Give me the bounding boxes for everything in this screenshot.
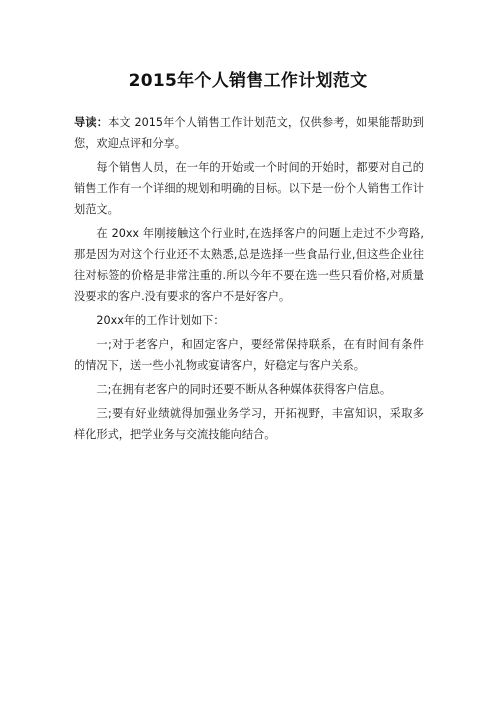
body-paragraph: 每个销售人员，在一年的开始或一个时间的开始时，都要对自己的销售工作有一个详细的规划和明确的目标。以下是一份个人销售工作计划范文。 [74, 161, 424, 216]
document-title: 2015年个人销售工作计划范文 [128, 71, 368, 91]
lead-text: 本文 2015年个人销售工作计划范文，仅供参考，如果能帮助到您，欢迎点评和分享。 [74, 116, 424, 150]
lead-label: 导读： [74, 116, 109, 129]
lead-paragraph [74, 112, 424, 154]
body-paragraph: 一;对于老客户，和固定客户，要经常保持联系，在有时间有条件的情况下，送一些小礼物或宴请客户，好稳定与客户关系。 [74, 338, 424, 372]
body-paragraph: 三;要有好业绩就得加强业务学习，开拓视野，丰富知识，采取多样化形式，把学业务与交流技能向结合。 [74, 407, 424, 441]
body-paragraph: 20xx年的工作计划如下： [96, 314, 225, 327]
body-paragraph: 二;在拥有老客户的同时还要不断从各种媒体获得客户信息。 [96, 383, 392, 396]
body-paragraph: 在 20xx 年刚接触这个行业时,在选择客户的问题上走过不少弯路,那是因为对这个行业还不太熟悉,总是选择一些食品行业,但这些企业往往对标签的价格是非常注重的.所以今年不要在选一些只看价格,对质量没要求的客户.没有要求的客户不是好客户。 [74, 227, 424, 303]
document-body [74, 112, 424, 448]
